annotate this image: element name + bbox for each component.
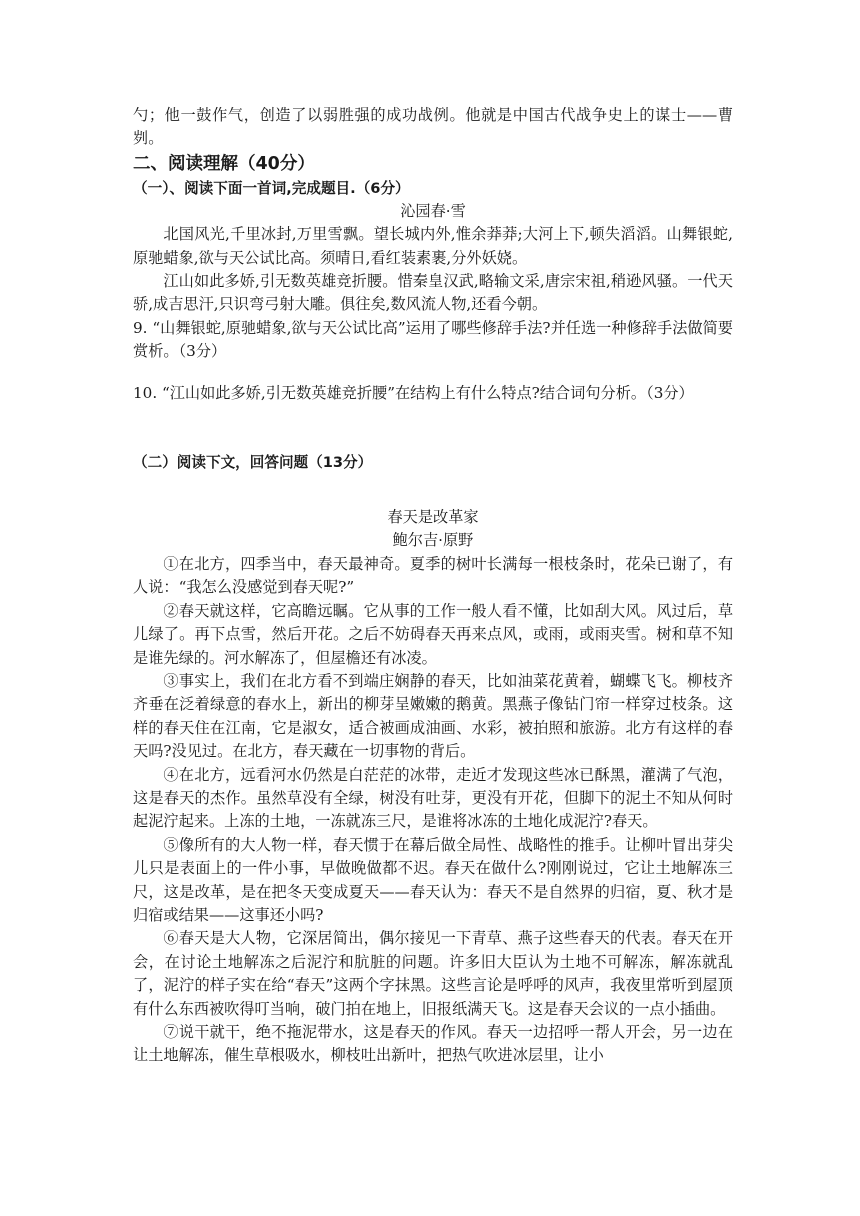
article-title: 春天是改革家: [387, 508, 479, 527]
part1-heading: （一）、阅读下面一首词,完成题目.（6分）: [133, 179, 410, 197]
article-paragraph-6: ⑥春天是大人物，它深居简出，偶尔接见一下青草、燕子这些春天的代表。春天在开会，在讨论土地解冻之后泥泞和肮脏的问题。许多旧大臣认为土地不可解冻，解冻就乱了，泥泞的样子实在给“春天”这两个字抹黑。这些言论是呼呼的风声，我夜里常听到屋顶有什么东西被吹得叮当响，破门拍在地上，旧报纸满天飞。这是春天会议的一点小插曲。: [133, 929, 733, 1018]
section-heading-reading: 二、阅读理解（40分）: [133, 153, 315, 174]
answer-space-10: [133, 405, 733, 451]
article-paragraph-2: ②春天就这样，它高瞻远瞩。它从事的工作一般人看不懂，比如刮大风。风过后，草儿绿了。再下点雪，然后开花。之后不妨碍春天再来点风，或雨，或雨夹雪。树和草不知是谁先绿的。河水解冻了，但屋檐还有冰凌。: [133, 601, 733, 667]
spacer: [133, 474, 733, 506]
article-paragraph-3: ③事实上，我们在北方看不到端庄娴静的春天，比如油菜花黄着，蝴蝶飞飞。柳枝齐齐垂在泛着绿意的春水上，新出的柳芽呈嫩嫩的鹅黄。黑燕子像钻门帘一样穿过枝条。这样的春天住在江南，它是淑女，适合被画成油画、水彩，被拍照和旅游。北方有这样的春天吗?没见过。在北方，春天藏在一切事物的背后。: [133, 671, 733, 761]
article-paragraph-7: ⑦说干就干，绝不拖泥带水，这是春天的作风。春天一边招呼一帮人开会，另一边在让土地解冻，催生草根吸水，柳枝吐出新叶，把热气吹进冰层里，让小: [133, 1023, 733, 1065]
document-page: [133, 104, 733, 1068]
intro-paragraph: 勺；他一鼓作气，创造了以弱胜强的成功战例。他就是中国古代战争史上的谋士——曹刿。: [133, 106, 733, 148]
poem-title: 沁园春·雪: [400, 201, 466, 220]
article-paragraph-4: ④在北方，远看河水仍然是白茫茫的冰带，走近才发现这些冰已酥黑，灌满了气泡，这是春天的杰作。虽然草没有全绿，树没有吐芽，更没有开花，但脚下的泥土不知从何时起泥泞起来。上冻的土地，一冻就冻三尺，是谁将冰冻的土地化成泥泞?春天。: [133, 765, 733, 831]
article-author: 鲍尔吉·原野: [392, 531, 474, 550]
article-paragraph-1: ①在北方，四季当中，春天最神奇。夏季的树叶长满每一根枝条时，花朵已谢了，有人说：“我怎么没感觉到春天呢?”: [133, 554, 733, 597]
poem-stanza-2: 江山如此多娇,引无数英雄竞折腰。惜秦皇汉武,略输文采,唐宗宋祖,稍逊风骚。一代天骄,成吉思汗,只识弯弓射大雕。俱往矣,数风流人物,还看今朝。: [133, 272, 733, 314]
poem-stanza-1: 北国风光,千里冰封,万里雪飘。望长城内外,惟余莽莽;大河上下,顿失滔滔。山舞银蛇,原驰蜡象,欲与天公试比高。须晴日,看红装素裹,分外妖娆。: [133, 225, 733, 267]
part2-heading: （二）阅读下文，回答问题（13分）: [133, 454, 373, 472]
article-paragraph-5: ⑤像所有的大人物一样，春天惯于在幕后做全局性、战略性的推手。让柳叶冒出芽尖儿只是表面上的一件小事，早做晚做都不迟。春天在做什么?刚刚说过，它让土地解冻三尺，这是改革，是在把冬天变成夏天——春天认为：春天不是自然界的归宿，夏、秋才是归宿或结果——这事还小吗?: [133, 835, 733, 924]
question-10: 10. “江山如此多娇,引无数英雄竞折腰”在结构上有什么特点?结合词句分析。（3分）: [133, 383, 694, 402]
question-9: 9. “山舞银蛇,原驰蜡象,欲与天公试比高”运用了哪些修辞手法?并任选一种修辞手法做简要赏析。（3分）: [133, 318, 733, 361]
answer-space-9: [133, 364, 733, 382]
